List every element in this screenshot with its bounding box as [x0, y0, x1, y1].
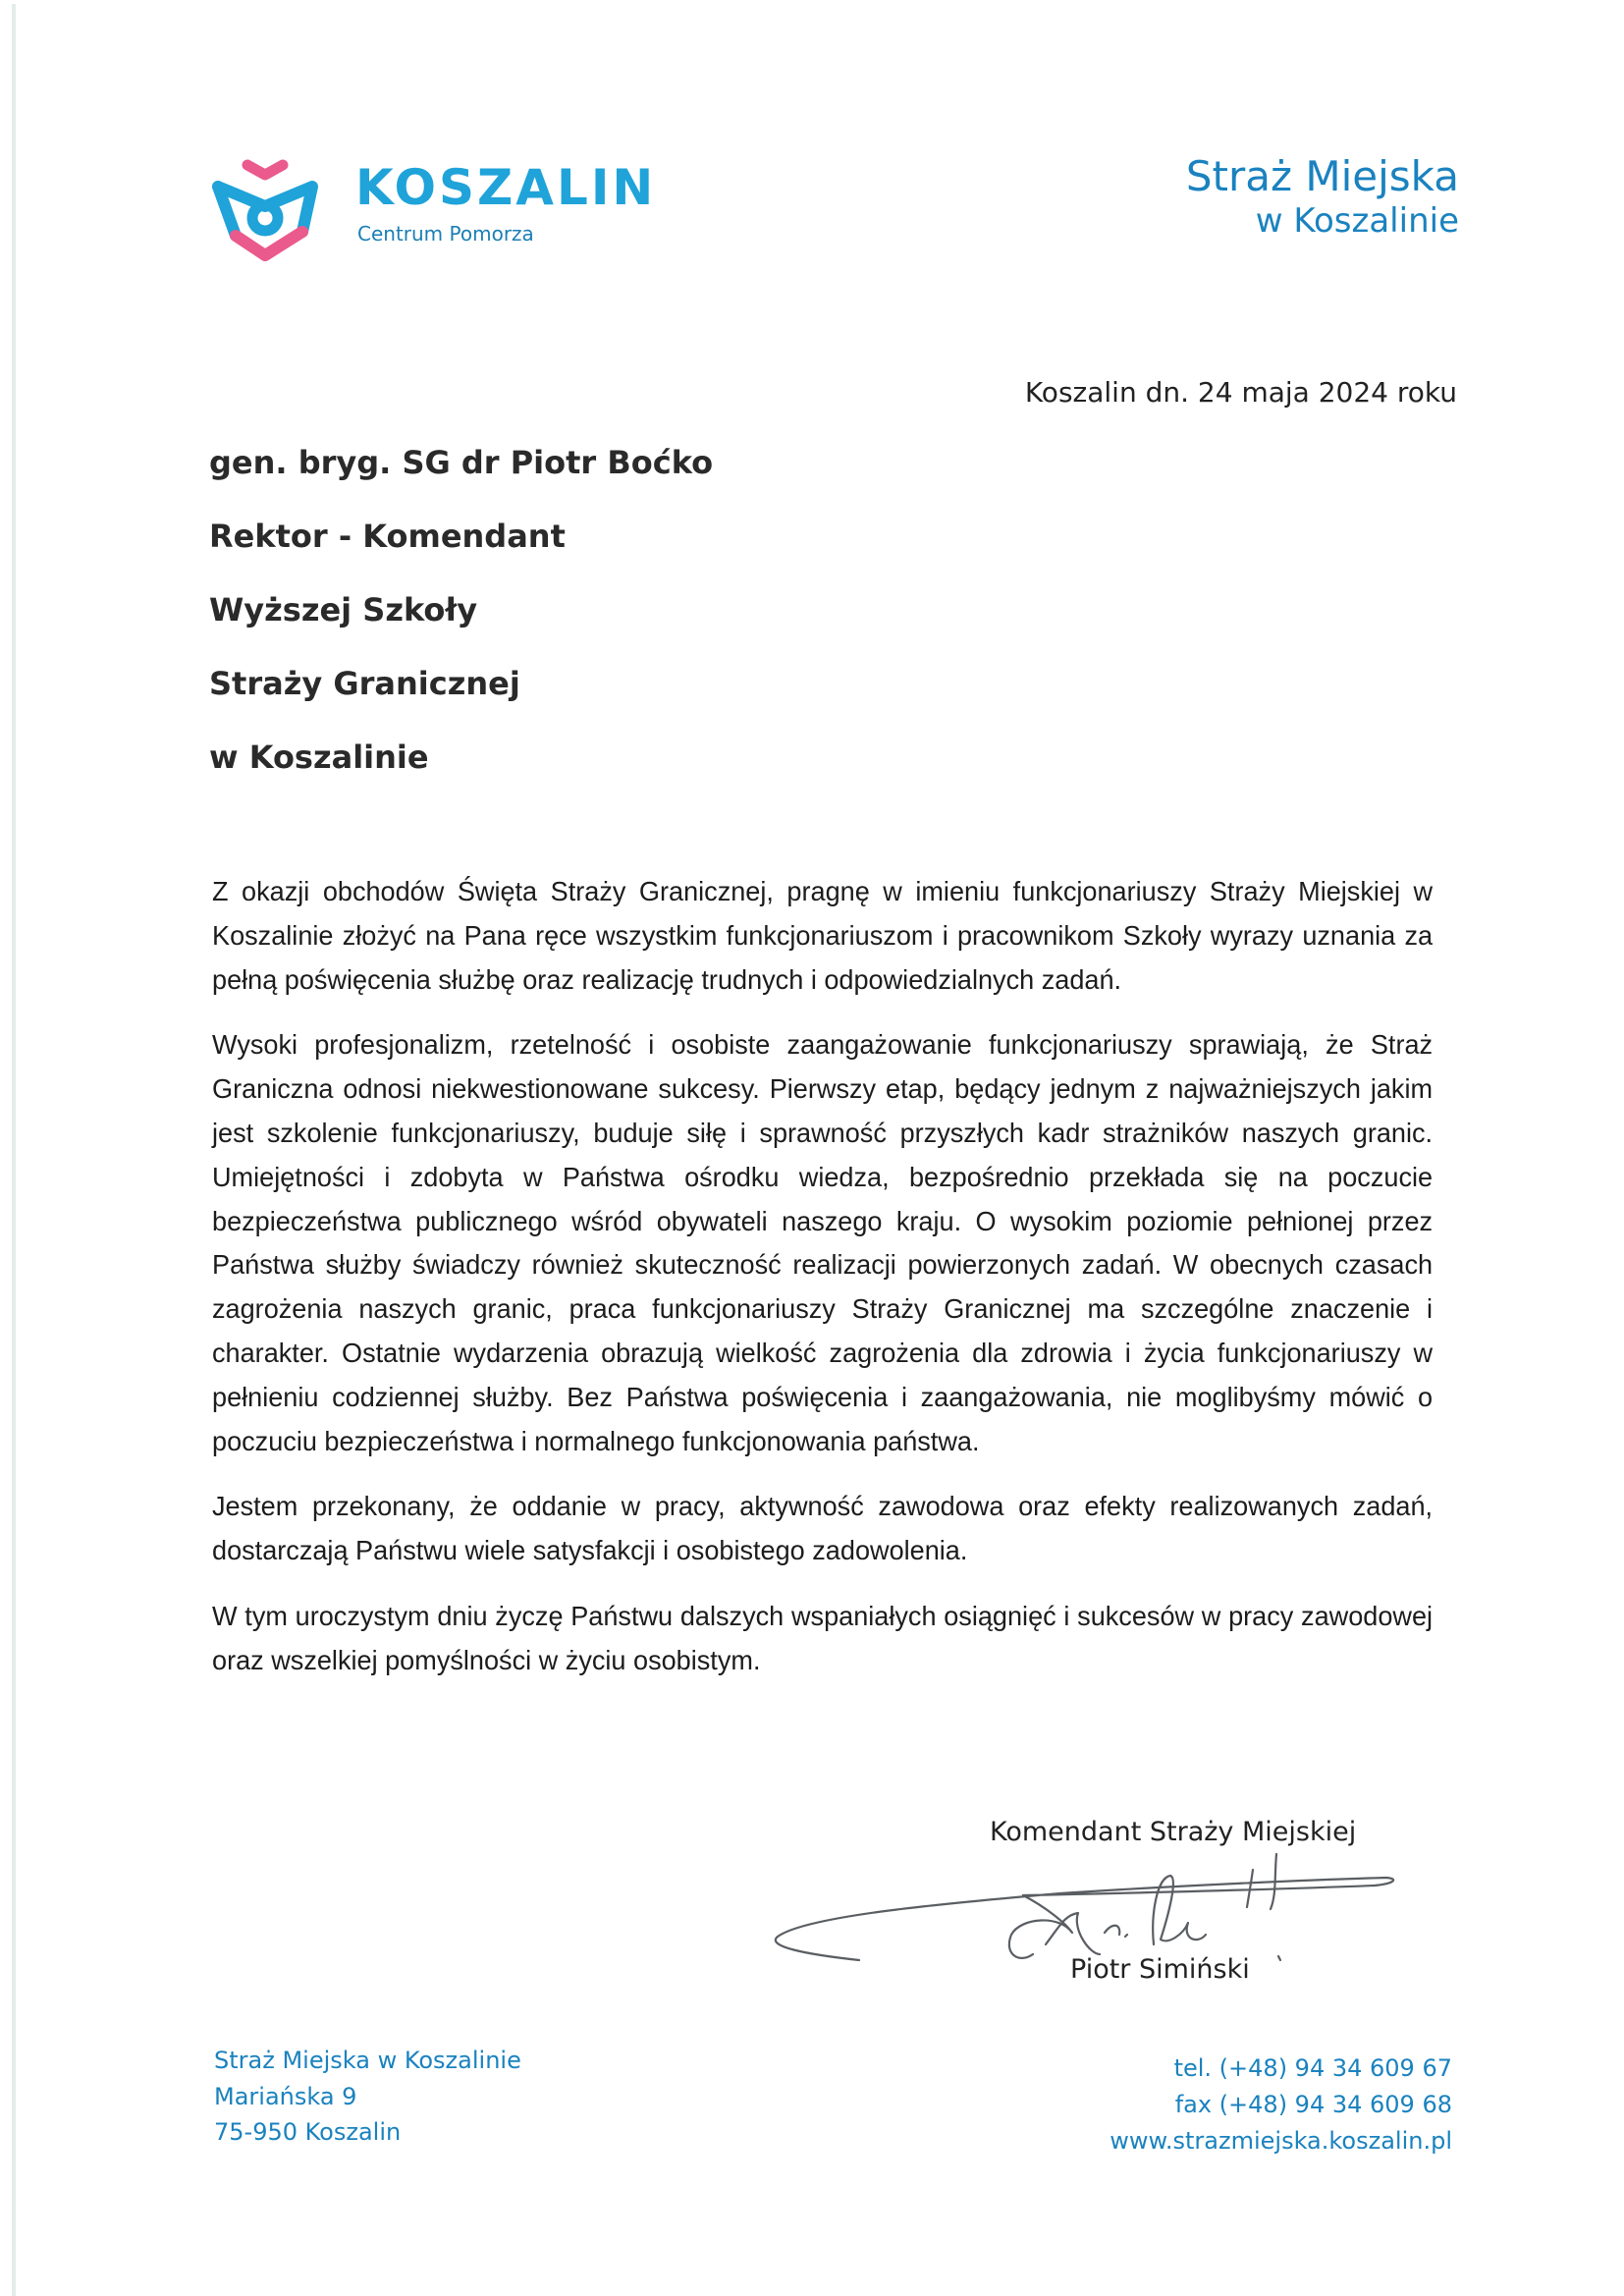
footer-website-link[interactable]: www.strazmiejska.koszalin.pl: [1110, 2127, 1452, 2155]
recipient-line: w Koszalinie: [209, 738, 429, 776]
footer-address-line: 75-950 Koszalin: [214, 2118, 402, 2146]
signatory-title: Komendant Straży Miejskiej: [990, 1817, 1357, 1847]
footer-contact: [1110, 2050, 1452, 2159]
recipient-line: gen. bryg. SG dr Piotr Boćko: [209, 444, 714, 481]
recipient-line: Straży Granicznej: [209, 665, 520, 702]
body-paragraph: Z okazji obchodów Święta Straży Granicznej, pragnę w imieniu funkcjonariuszy Straży Miejskiej w Koszalinie złożyć na Pana ręce wszystkim funkcjonariuszom i pracownikom Szkoły wyrazy uznania za pełną poświęcenia służbę oraz realizację trudnych i odpowiedzialnych zadań.: [212, 876, 1434, 995]
body-paragraph: Jestem przekonany, że oddanie w pracy, aktywność zawodowa oraz efekty realizowanych zadań, dostarczają Państwu wiele satysfakcji i osobistego zadowolenia.: [212, 1491, 1434, 1566]
signatory-name: Piotr Simiński: [1070, 1954, 1250, 1985]
organization-name-line2: w Koszalinie: [1255, 200, 1459, 241]
organization-name: [1186, 152, 1459, 241]
logo-subtitle: Centrum Pomorza: [357, 222, 534, 246]
footer-address-line: Mariańska 9: [214, 2082, 357, 2110]
recipient-line: Rektor - Komendant: [209, 518, 566, 555]
letter-date: Koszalin dn. 24 maja 2024 roku: [1024, 376, 1457, 409]
footer-phone: tel. (+48) 94 34 609 67: [1173, 2054, 1452, 2082]
recipient-block: [209, 438, 713, 806]
recipient-line: Wyższej Szkoły: [209, 591, 478, 629]
signature-block: [766, 1807, 1434, 2003]
logo-title: KOSZALIN: [355, 159, 657, 216]
scan-edge-line: [12, 4, 16, 2296]
koszalin-shield-logo-icon: [208, 145, 326, 268]
footer-address-line: Straż Miejska w Koszalinie: [214, 2047, 521, 2074]
koszalin-logo: [208, 145, 660, 273]
organization-name-line1: Straż Miejska: [1185, 152, 1459, 200]
body-paragraph: W tym uroczystym dniu życzę Państwu dalszych wspaniałych osiągnięć i sukcesów w pracy zawodowej oraz wszelkiej pomyślności w życiu osobistym.: [212, 1600, 1434, 1675]
letter-body: [212, 870, 1433, 1705]
footer-fax: fax (+48) 94 34 609 68: [1174, 2091, 1452, 2118]
body-paragraph: Wysoki profesjonalizm, rzetelność i osobiste zaangażowanie funkcjonariuszy sprawiają, że Straż Graniczna odnosi niekwestionowane sukcesy. Pierwszy etap, będący jednym z najważniejszych jakim jest szkolenie funkcjonariuszy, buduje siłę i sprawność przyszłych kadr strażników naszych granic. Umiejętności i zdobyta w Państwa ośrodku wiedza, bezpośrednio przekłada się na poczucie bezpieczeństwa publicznego wśród obywateli naszego kraju. O wysokim poziomie pełnionej przez Państwa służby świadczy również skuteczność realizacji powierzonych zadań. W obecnych czasach zagrożenia naszych granic, praca funkcjonariuszy Straży Granicznej ma szczególne znaczenie i charakter. Ostatnie wydarzenia obrazują wielkość zagrożenia dla zdrowia i życia funkcjonariuszy w pełnieniu codziennej służby. Bez Państwa poświęcenia i zaangażowania, nie moglibyśmy mówić o poczuciu bezpieczeństwa i normalnego funkcjonowania państwa.: [212, 1029, 1434, 1456]
footer-address: [214, 2043, 521, 2151]
